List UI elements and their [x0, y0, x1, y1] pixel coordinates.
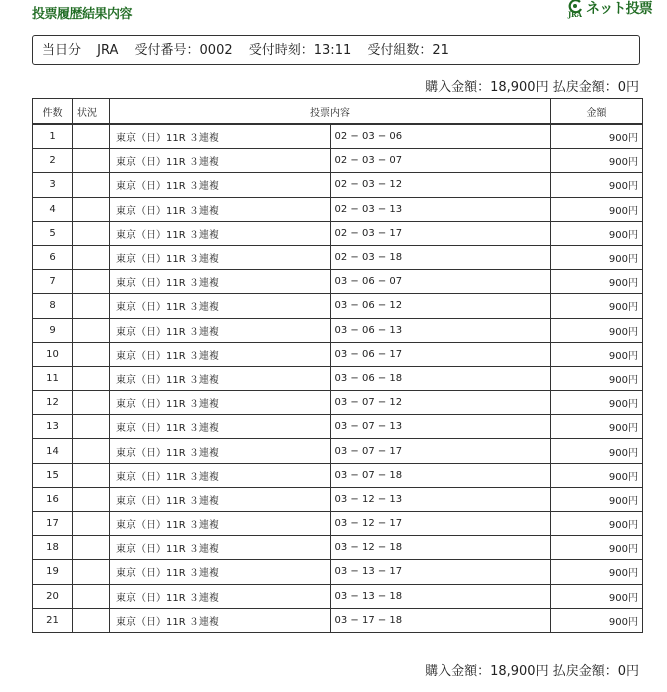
- row-race: 東京（日）11R ３連複: [110, 149, 331, 173]
- table-row: [33, 221, 643, 245]
- table-row: [33, 512, 643, 536]
- row-combo: 03 − 07 − 17: [330, 439, 551, 463]
- purchase-amount-bottom: 購入金額：18,900円: [425, 664, 549, 679]
- header-content: 投票内容: [110, 99, 551, 124]
- row-combo: 02 − 03 − 17: [330, 221, 551, 245]
- totals-top: [425, 76, 639, 95]
- row-amount: 900円: [551, 608, 643, 632]
- table-row: [33, 342, 643, 366]
- row-status: [73, 415, 110, 439]
- row-no: 15: [33, 463, 73, 487]
- row-amount: 900円: [551, 245, 643, 269]
- logo-sub: JRA: [568, 10, 582, 19]
- row-amount: 900円: [551, 270, 643, 294]
- row-combo: 03 − 06 − 18: [330, 366, 551, 390]
- row-status: [73, 173, 110, 197]
- row-no: 9: [33, 318, 73, 342]
- summary-org: JRA: [97, 43, 119, 58]
- row-status: [73, 270, 110, 294]
- row-status: [73, 294, 110, 318]
- row-combo: 02 − 03 − 12: [330, 173, 551, 197]
- row-no: 6: [33, 245, 73, 269]
- row-combo: 03 − 12 − 18: [330, 536, 551, 560]
- row-race: 東京（日）11R ３連複: [110, 270, 331, 294]
- row-race: 東京（日）11R ３連複: [110, 245, 331, 269]
- row-no: 7: [33, 270, 73, 294]
- logo-text: ネット投票: [586, 1, 652, 17]
- row-no: 18: [33, 536, 73, 560]
- table-row: [33, 125, 643, 149]
- row-amount: 900円: [551, 125, 643, 149]
- row-combo: 03 − 13 − 17: [330, 560, 551, 584]
- jra-net-vote-logo: [566, 0, 667, 20]
- row-no: 1: [33, 125, 73, 149]
- row-race: 東京（日）11R ３連複: [110, 463, 331, 487]
- row-race: 東京（日）11R ３連複: [110, 197, 331, 221]
- row-amount: 900円: [551, 366, 643, 390]
- header-status: 状況: [73, 99, 110, 124]
- row-combo: 03 − 07 − 18: [330, 463, 551, 487]
- summary-receipt-count: 受付組数：21: [367, 43, 449, 58]
- row-race: 東京（日）11R ３連複: [110, 584, 331, 608]
- row-combo: 03 − 06 − 13: [330, 318, 551, 342]
- row-amount: 900円: [551, 221, 643, 245]
- row-combo: 02 − 03 − 18: [330, 245, 551, 269]
- row-race: 東京（日）11R ３連複: [110, 560, 331, 584]
- purchase-amount: 購入金額：18,900円: [425, 80, 549, 95]
- row-amount: 900円: [551, 584, 643, 608]
- header-amount: 金額: [551, 99, 643, 124]
- row-status: [73, 463, 110, 487]
- table-row: [33, 536, 643, 560]
- row-amount: 900円: [551, 560, 643, 584]
- row-combo: 03 − 07 − 12: [330, 391, 551, 415]
- row-no: 10: [33, 342, 73, 366]
- row-race: 東京（日）11R ３連複: [110, 439, 331, 463]
- row-race: 東京（日）11R ３連複: [110, 608, 331, 632]
- row-status: [73, 245, 110, 269]
- row-race: 東京（日）11R ３連複: [110, 391, 331, 415]
- table-row: [33, 318, 643, 342]
- row-status: [73, 342, 110, 366]
- table-row: [33, 391, 643, 415]
- row-status: [73, 318, 110, 342]
- row-amount: 900円: [551, 391, 643, 415]
- row-no: 12: [33, 391, 73, 415]
- header-no: 件数: [33, 99, 73, 124]
- table-row: [33, 245, 643, 269]
- row-no: 2: [33, 149, 73, 173]
- row-combo: 03 − 07 − 13: [330, 415, 551, 439]
- row-race: 東京（日）11R ３連複: [110, 294, 331, 318]
- row-combo: 03 − 12 − 17: [330, 512, 551, 536]
- row-no: 11: [33, 366, 73, 390]
- row-race: 東京（日）11R ３連複: [110, 221, 331, 245]
- row-status: [73, 608, 110, 632]
- row-status: [73, 366, 110, 390]
- page-title: 投票履歴結果内容: [32, 7, 133, 22]
- row-amount: 900円: [551, 342, 643, 366]
- row-status: [73, 197, 110, 221]
- row-no: 13: [33, 415, 73, 439]
- row-combo: 02 − 03 − 13: [330, 197, 551, 221]
- table-row: [33, 608, 643, 632]
- row-combo: 03 − 13 − 18: [330, 584, 551, 608]
- row-no: 17: [33, 512, 73, 536]
- row-amount: 900円: [551, 149, 643, 173]
- row-status: [73, 560, 110, 584]
- table-row: [33, 149, 643, 173]
- row-amount: 900円: [551, 512, 643, 536]
- row-no: 21: [33, 608, 73, 632]
- row-status: [73, 487, 110, 511]
- row-race: 東京（日）11R ３連複: [110, 512, 331, 536]
- row-status: [73, 512, 110, 536]
- table-row: [33, 270, 643, 294]
- row-status: [73, 221, 110, 245]
- row-race: 東京（日）11R ３連複: [110, 318, 331, 342]
- row-race: 東京（日）11R ３連複: [110, 487, 331, 511]
- row-race: 東京（日）11R ３連複: [110, 415, 331, 439]
- receipt-summary: [32, 35, 640, 65]
- row-amount: 900円: [551, 415, 643, 439]
- row-no: 4: [33, 197, 73, 221]
- row-no: 20: [33, 584, 73, 608]
- row-no: 14: [33, 439, 73, 463]
- table-row: [33, 366, 643, 390]
- row-status: [73, 149, 110, 173]
- summary-receipt-time: 受付時刻：13:11: [248, 43, 352, 58]
- row-amount: 900円: [551, 294, 643, 318]
- row-no: 3: [33, 173, 73, 197]
- table-row: [33, 415, 643, 439]
- row-amount: 900円: [551, 318, 643, 342]
- table-row: [33, 294, 643, 318]
- table-row: [33, 584, 643, 608]
- table-row: [33, 197, 643, 221]
- row-combo: 03 − 06 − 17: [330, 342, 551, 366]
- row-combo: 02 − 03 − 06: [330, 125, 551, 149]
- row-amount: 900円: [551, 536, 643, 560]
- row-race: 東京（日）11R ３連複: [110, 342, 331, 366]
- row-combo: 02 − 03 − 07: [330, 149, 551, 173]
- table-row: [33, 463, 643, 487]
- row-status: [73, 536, 110, 560]
- row-no: 5: [33, 221, 73, 245]
- summary-day: 当日分: [42, 43, 82, 58]
- table-row: [33, 560, 643, 584]
- refund-amount-bottom: 払戻金額：0円: [552, 664, 639, 679]
- row-race: 東京（日）11R ３連複: [110, 536, 331, 560]
- table-header-row: [33, 99, 643, 124]
- summary-receipt-no: 受付番号：0002: [134, 43, 233, 58]
- refund-amount: 払戻金額：0円: [552, 80, 639, 95]
- row-status: [73, 391, 110, 415]
- row-no: 19: [33, 560, 73, 584]
- row-amount: 900円: [551, 463, 643, 487]
- row-race: 東京（日）11R ３連複: [110, 125, 331, 149]
- row-amount: 900円: [551, 487, 643, 511]
- totals-bottom: [425, 660, 639, 679]
- row-status: [73, 439, 110, 463]
- table-row: [33, 487, 643, 511]
- row-no: 8: [33, 294, 73, 318]
- row-combo: 03 − 06 − 12: [330, 294, 551, 318]
- row-combo: 03 − 17 − 18: [330, 608, 551, 632]
- row-amount: 900円: [551, 439, 643, 463]
- row-race: 東京（日）11R ３連複: [110, 173, 331, 197]
- row-status: [73, 584, 110, 608]
- row-combo: 03 − 06 − 07: [330, 270, 551, 294]
- bet-history-table: [32, 98, 643, 633]
- row-race: 東京（日）11R ３連複: [110, 366, 331, 390]
- table-row: [33, 173, 643, 197]
- row-amount: 900円: [551, 173, 643, 197]
- row-amount: 900円: [551, 197, 643, 221]
- table-row: [33, 439, 643, 463]
- row-no: 16: [33, 487, 73, 511]
- row-status: [73, 125, 110, 149]
- row-combo: 03 − 12 − 13: [330, 487, 551, 511]
